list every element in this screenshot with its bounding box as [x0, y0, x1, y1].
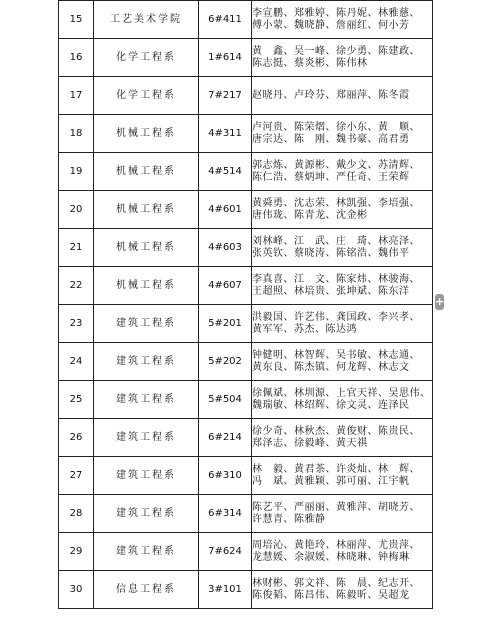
names-cell	[252, 571, 433, 609]
names-cell	[252, 533, 433, 571]
names-line: 黄军军、苏杰、陈达鸿	[252, 323, 357, 335]
names-line: 郭志炼、黄源彬、戴少文、苏清辉、	[252, 160, 420, 171]
names-line: 陈俊韬、陈昌伟、陈毅昕、吴超龙	[252, 589, 410, 601]
names-cell	[252, 495, 433, 533]
table-row	[59, 495, 433, 533]
names-line: 魏瑞敏、林绍辉、徐文灵、连泽民	[252, 399, 410, 411]
names-line: 王超照、林培贵、张坤斌、陈东洋	[252, 285, 410, 297]
table-row	[59, 115, 433, 153]
names-line: 徐佩斌、林圳源、上官天祥、吴思伟、	[252, 388, 431, 399]
table-row	[59, 229, 433, 267]
names-line: 林 毅、黄君茶、许炎灿、林 辉、	[252, 464, 420, 475]
names-line: 李宣鹏、郑雅婷、陈丹妮、林雅慈、	[252, 8, 420, 19]
department-cell: 化学工程系	[94, 77, 199, 115]
table-row	[59, 457, 433, 495]
row-number: 30	[59, 571, 94, 609]
room-cell: 4#607	[199, 267, 252, 305]
names-line: 钟健明、林智辉、吴书敏、林志通、	[252, 350, 420, 361]
row-number: 19	[59, 153, 94, 191]
names-cell	[252, 343, 433, 381]
names-line: 刘林峰、江 武、庄 琦、林亮泽、	[252, 236, 420, 247]
table-row	[59, 191, 433, 229]
room-cell: 3#101	[199, 571, 252, 609]
names-line: 卢河贵、陈荣熠、徐小东、黄 顺、	[252, 122, 420, 133]
department-cell: 信息工程系	[94, 571, 199, 609]
names-line: 周培沁、黄艳玲、林丽萍、尤贵萍、	[252, 540, 420, 551]
room-cell: 5#201	[199, 305, 252, 343]
row-number: 15	[59, 1, 94, 39]
department-cell: 化学工程系	[94, 39, 199, 77]
department-cell: 机械工程系	[94, 229, 199, 267]
names-line: 黄舜勇、沈志荣、林凯强、李培强、	[252, 198, 420, 209]
row-number: 24	[59, 343, 94, 381]
department-cell: 建筑工程系	[94, 495, 199, 533]
room-cell: 4#601	[199, 191, 252, 229]
names-cell	[252, 39, 433, 77]
names-line: 陈艺平、严丽丽、黄雅萍、胡晓芳、	[252, 502, 420, 513]
room-cell: 4#603	[199, 229, 252, 267]
row-number: 21	[59, 229, 94, 267]
table-row	[59, 571, 433, 609]
names-line: 郑泽志、徐毅峰、黄天祺	[252, 437, 368, 449]
department-cell: 建筑工程系	[94, 381, 199, 419]
names-cell	[252, 305, 433, 343]
room-cell: 1#614	[199, 39, 252, 77]
department-cell: 工艺美术学院	[94, 1, 199, 39]
names-cell	[252, 419, 433, 457]
table-row	[59, 39, 433, 77]
room-cell: 4#514	[199, 153, 252, 191]
department-cell: 机械工程系	[94, 153, 199, 191]
row-number: 28	[59, 495, 94, 533]
table-row	[59, 267, 433, 305]
room-cell: 6#314	[199, 495, 252, 533]
row-number: 22	[59, 267, 94, 305]
row-number: 16	[59, 39, 94, 77]
table-row	[59, 77, 433, 115]
names-cell	[252, 1, 433, 39]
names-line: 李真喜、江 文、陈家炜、林骏海、	[252, 274, 420, 285]
table-row	[59, 153, 433, 191]
table-row	[59, 419, 433, 457]
names-line: 黄 鑫、吴一峰、徐少勇、陈建政、	[252, 46, 420, 57]
department-cell: 建筑工程系	[94, 305, 199, 343]
names-line: 洪毅国、许艺伟、龚国政、李兴孝、	[252, 312, 420, 323]
names-line: 龙慧媛、余淑媛、林晓琳、钟梅琳	[252, 551, 410, 563]
department-cell: 建筑工程系	[94, 533, 199, 571]
names-cell	[252, 191, 433, 229]
department-cell: 建筑工程系	[94, 343, 199, 381]
room-cell: 4#311	[199, 115, 252, 153]
department-cell: 机械工程系	[94, 267, 199, 305]
table-row	[59, 533, 433, 571]
row-number: 29	[59, 533, 94, 571]
room-cell: 7#624	[199, 533, 252, 571]
row-number: 17	[59, 77, 94, 115]
row-number: 25	[59, 381, 94, 419]
department-cell: 机械工程系	[94, 115, 199, 153]
department-cell: 建筑工程系	[94, 457, 199, 495]
names-line: 陈志挺、蔡炎彬、陈伟林	[252, 57, 368, 69]
room-cell: 6#310	[199, 457, 252, 495]
names-line: 唐伟珑、陈青龙、沈金彬	[252, 209, 368, 221]
names-line: 徐少奇、林秋杰、黄俊财、陈贵民、	[252, 426, 420, 437]
names-cell	[252, 153, 433, 191]
room-cell: 6#411	[199, 1, 252, 39]
room-cell: 5#504	[199, 381, 252, 419]
department-cell: 机械工程系	[94, 191, 199, 229]
table-row	[59, 305, 433, 343]
names-cell	[252, 457, 433, 495]
table-body	[59, 1, 433, 609]
dorm-assignment-table	[58, 0, 433, 609]
table-row	[59, 343, 433, 381]
table-row	[59, 381, 433, 419]
room-cell: 5#202	[199, 343, 252, 381]
names-line: 林财彬、郭文祥、陈 晨、纪志开、	[252, 578, 420, 589]
names-cell	[252, 381, 433, 419]
names-cell	[252, 115, 433, 153]
row-number: 26	[59, 419, 94, 457]
names-line: 冯 斌、黄雅颖、郭可丽、江宇帆	[252, 475, 410, 487]
plus-icon[interactable]: +	[435, 295, 445, 308]
names-cell	[252, 77, 433, 115]
names-line: 赵晓丹、卢玲芬、郑丽萍、陈冬霞	[252, 89, 410, 101]
table-row	[59, 1, 433, 39]
row-number: 18	[59, 115, 94, 153]
room-cell: 6#214	[199, 419, 252, 457]
names-line: 黄东良、陈杰镇、何龙辉、林志文	[252, 361, 410, 373]
row-number: 27	[59, 457, 94, 495]
names-line: 许慧青、陈雅静	[252, 513, 326, 525]
names-cell	[252, 267, 433, 305]
names-line: 陈仁浩、蔡炳坤、严任奇、王荣辉	[252, 171, 410, 183]
names-line: 张英钦、蔡晓涛、陈铭浩、魏伟平	[252, 247, 410, 259]
names-line: 傅小蒙、魏晓静、詹丽红、何小芳	[252, 19, 410, 31]
names-line: 唐宗达、陈 刚、魏书豪、高君勇	[252, 133, 410, 145]
room-cell: 7#217	[199, 77, 252, 115]
names-cell	[252, 229, 433, 267]
row-number: 20	[59, 191, 94, 229]
department-cell: 建筑工程系	[94, 419, 199, 457]
row-number: 23	[59, 305, 94, 343]
